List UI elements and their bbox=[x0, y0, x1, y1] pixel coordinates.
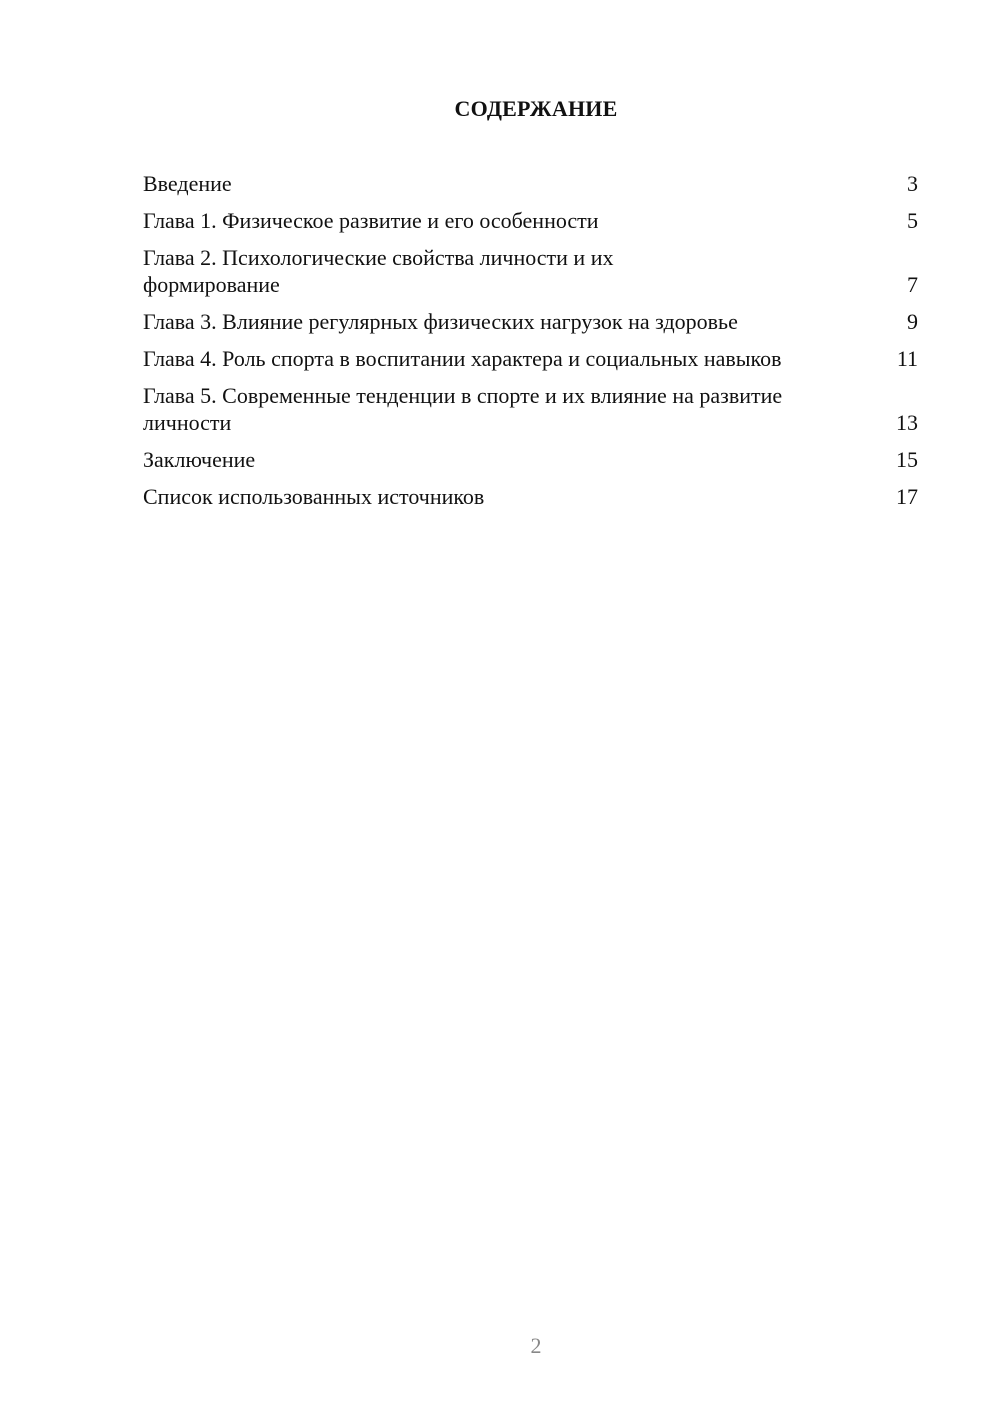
toc-entry-title: Глава 5. Современные тенденции в спорте и их влияние на развитие личности bbox=[143, 383, 783, 435]
toc-entry-title: Введение bbox=[143, 171, 232, 196]
page-title: СОДЕРЖАНИЕ bbox=[454, 96, 618, 121]
toc-entry-page: 7 bbox=[907, 272, 918, 297]
toc-entry-page: 5 bbox=[907, 208, 918, 233]
toc-entry-page: 15 bbox=[896, 447, 918, 472]
toc-entry-title: Глава 3. Влияние регулярных физических нагрузок на здоровье bbox=[143, 309, 738, 334]
toc-entry-title: Список использованных источников bbox=[143, 484, 485, 509]
toc-entry-conclusion bbox=[143, 446, 918, 473]
toc-entry-introduction bbox=[143, 170, 918, 197]
toc-entry-title: Заключение bbox=[143, 447, 256, 472]
toc-entry-page: 13 bbox=[896, 410, 918, 435]
toc-entry-page: 3 bbox=[907, 171, 918, 196]
toc-entry-page: 9 bbox=[907, 309, 918, 334]
toc-entry-title: Глава 1. Физическое развитие и его особенности bbox=[143, 208, 599, 233]
toc-entry-references bbox=[143, 483, 918, 510]
toc-entry-title: Глава 4. Роль спорта в воспитании характера и социальных навыков bbox=[143, 346, 782, 371]
toc-entry-chapter-1 bbox=[143, 207, 918, 234]
toc-entry-chapter-2 bbox=[143, 244, 918, 298]
toc-entry-chapter-5 bbox=[143, 382, 918, 436]
toc-entry-chapter-3 bbox=[143, 308, 918, 335]
toc-entry-page: 17 bbox=[896, 484, 918, 509]
toc-entry-title: Глава 2. Психологические свойства личности и их формирование bbox=[143, 245, 614, 297]
toc-entry-page: 11 bbox=[896, 346, 918, 371]
page-number: 2 bbox=[530, 1333, 542, 1358]
table-of-contents bbox=[143, 170, 918, 520]
toc-entry-chapter-4 bbox=[143, 345, 918, 372]
